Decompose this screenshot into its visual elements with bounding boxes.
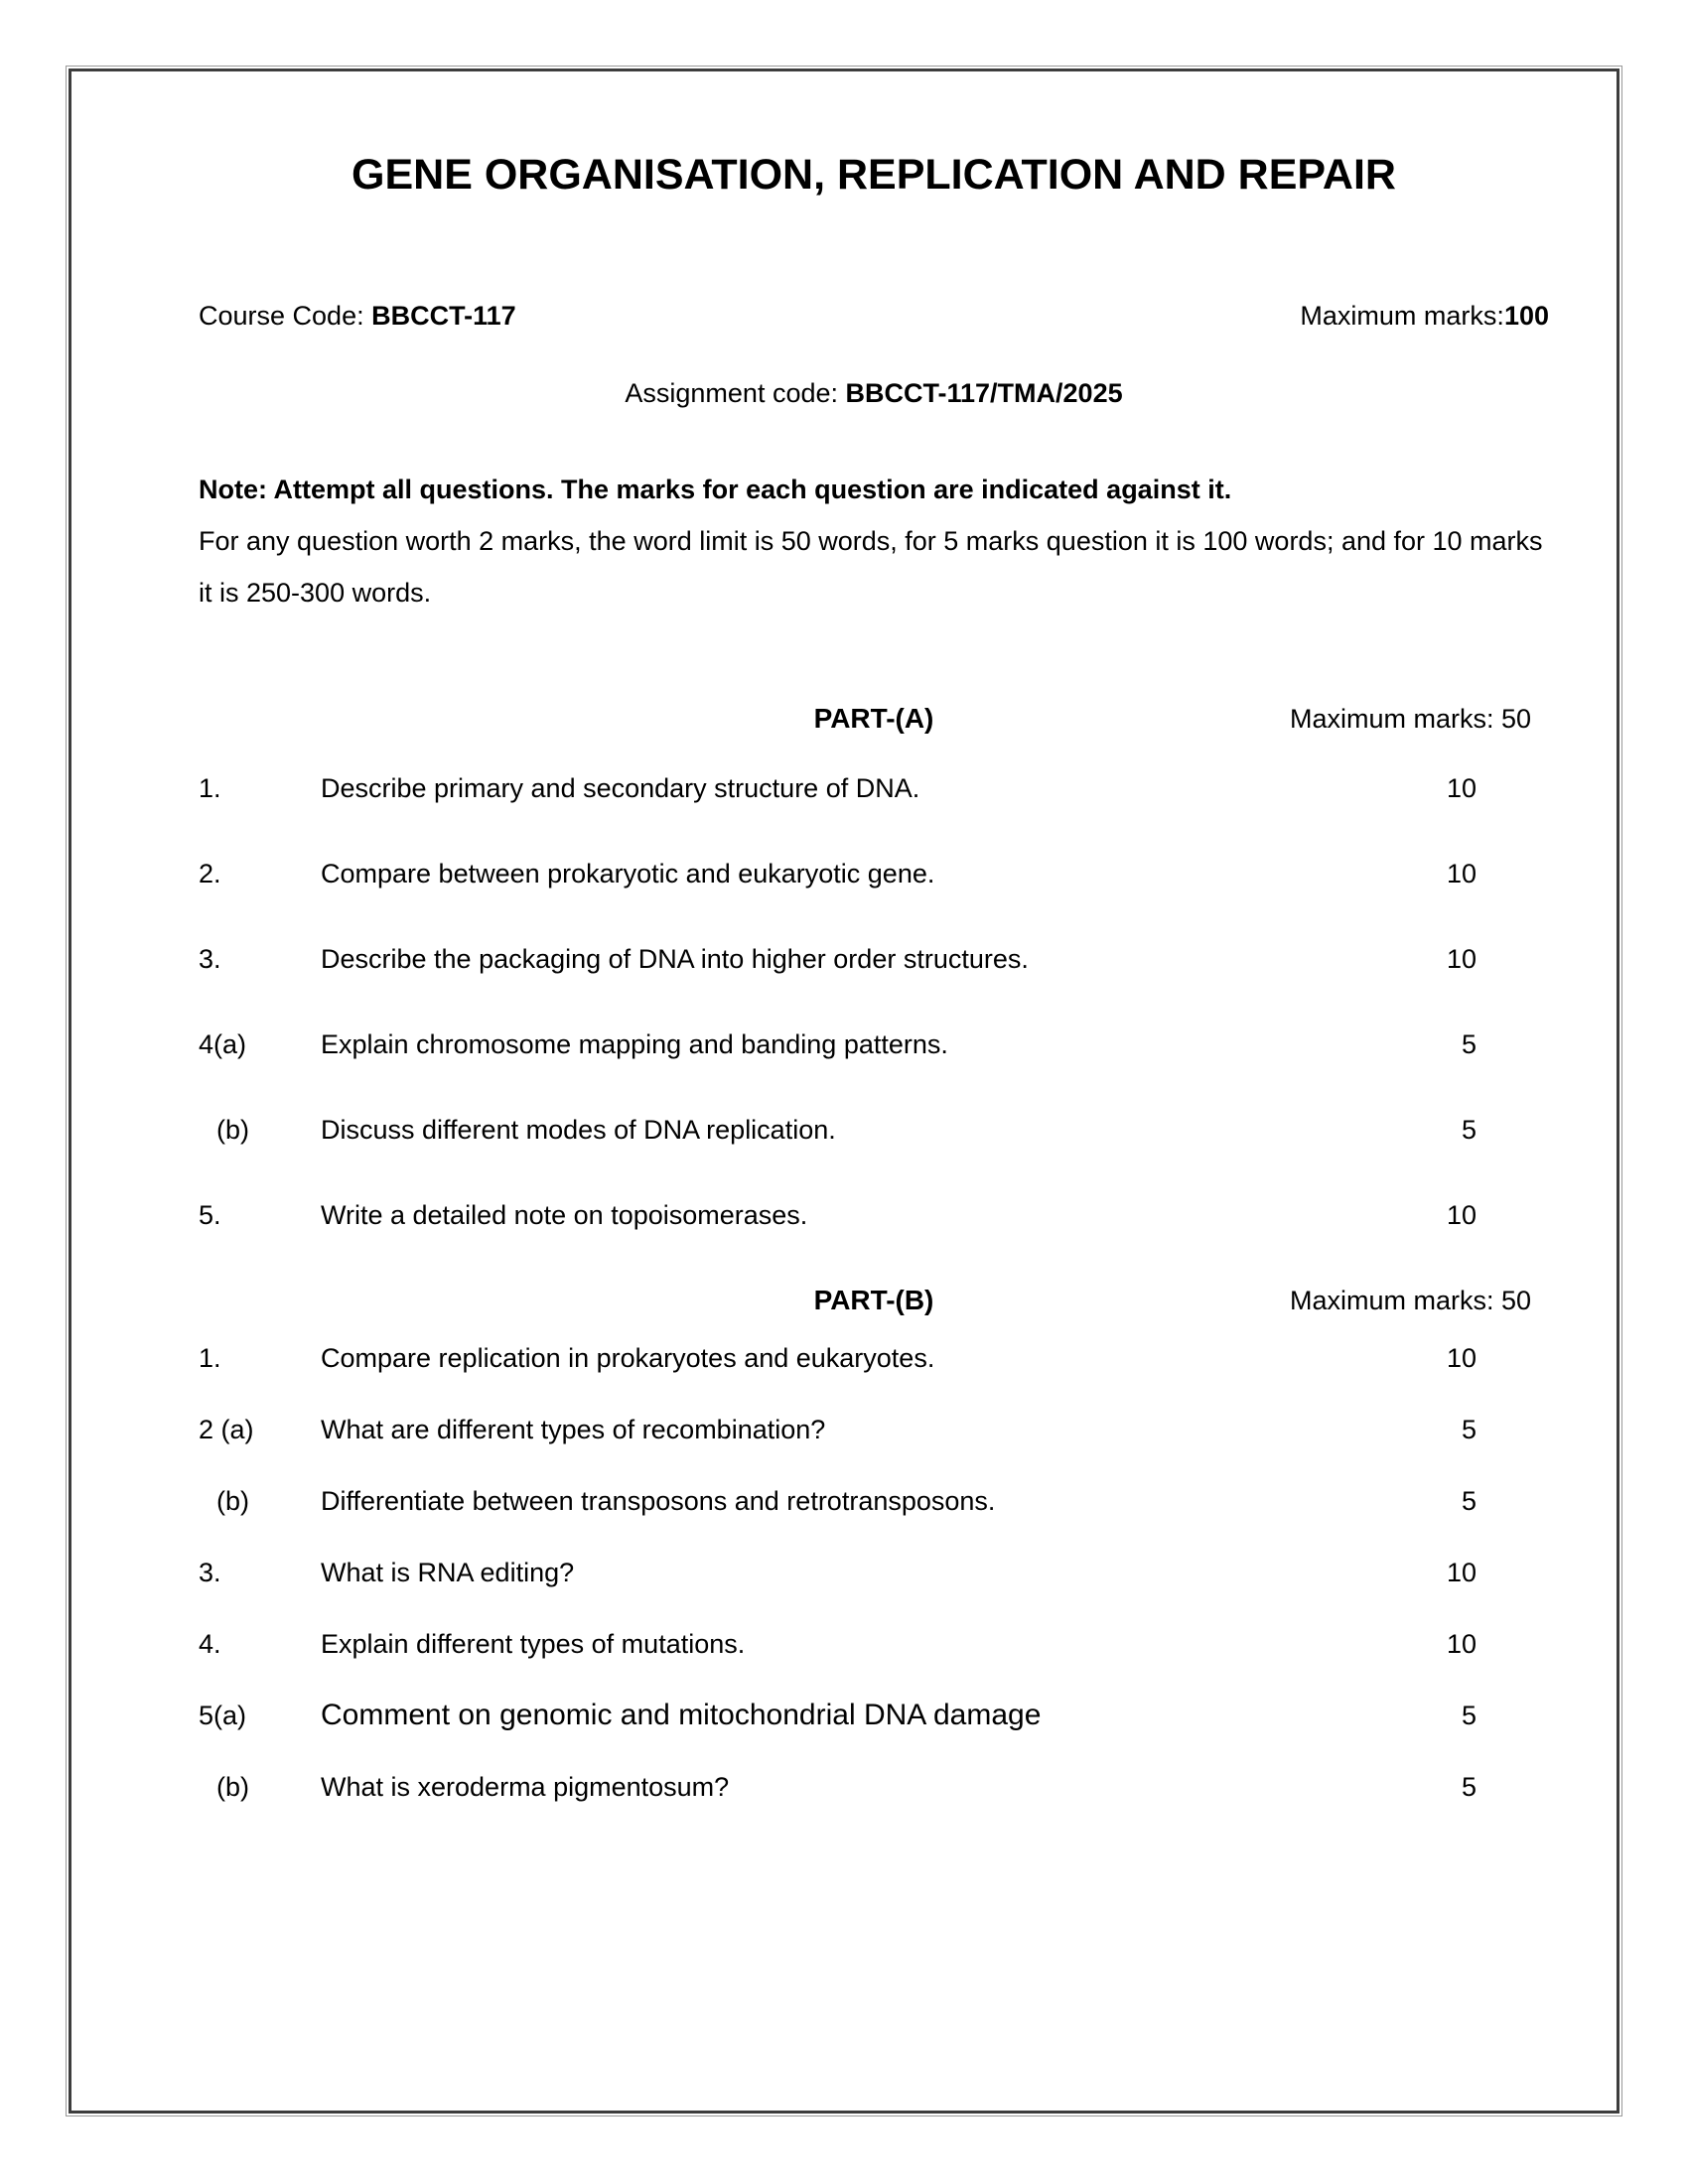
maximum-marks bbox=[1300, 300, 1549, 332]
page-border-outer bbox=[66, 66, 1622, 2116]
course-header-row bbox=[199, 300, 1549, 332]
question-row bbox=[199, 1557, 1549, 1588]
page-border-inner bbox=[69, 68, 1619, 2114]
question-row bbox=[199, 1700, 1549, 1731]
course-code bbox=[199, 300, 516, 332]
assignment-code-label: Assignment code: bbox=[625, 378, 846, 408]
question-text: Discuss different modes of DNA replication. bbox=[321, 1115, 836, 1145]
question-row bbox=[199, 943, 1549, 975]
maximum-marks-value: 100 bbox=[1503, 301, 1549, 331]
question-text: What are different types of recombination? bbox=[321, 1415, 826, 1444]
question-row bbox=[199, 1485, 1549, 1517]
question-number: 3. bbox=[199, 944, 221, 974]
question-row bbox=[199, 1771, 1549, 1803]
part-a-heading bbox=[199, 703, 1549, 735]
question-marks: 10 bbox=[1446, 1558, 1477, 1587]
question-text: Explain different types of mutations. bbox=[321, 1629, 746, 1659]
question-marks: 10 bbox=[1446, 773, 1477, 803]
question-number: 2 (a) bbox=[199, 1415, 254, 1444]
question-number: 4. bbox=[199, 1629, 221, 1659]
part-b-questions bbox=[199, 1342, 1549, 1803]
part-b-max-marks: Maximum marks: 50 bbox=[1289, 1286, 1531, 1315]
question-number: 3. bbox=[199, 1558, 221, 1587]
question-marks: 5 bbox=[1461, 1415, 1477, 1444]
question-marks: 10 bbox=[1446, 1200, 1477, 1230]
question-number: 4(a) bbox=[199, 1029, 247, 1059]
part-a-max-marks: Maximum marks: 50 bbox=[1289, 704, 1531, 734]
question-text: What is xeroderma pigmentosum? bbox=[321, 1772, 730, 1802]
assignment-code-row bbox=[199, 377, 1549, 409]
part-b-title: PART-(B) bbox=[813, 1285, 934, 1315]
assignment-code-value: BBCCT-117/TMA/2025 bbox=[845, 378, 1123, 408]
course-code-value: BBCCT-117 bbox=[371, 301, 516, 331]
question-text: What is RNA editing? bbox=[321, 1558, 575, 1587]
question-marks: 10 bbox=[1446, 1343, 1477, 1373]
question-text: Comment on genomic and mitochondrial DNA damage bbox=[321, 1699, 1042, 1731]
question-number: 5(a) bbox=[199, 1701, 247, 1730]
part-b-heading bbox=[199, 1285, 1549, 1316]
question-number: 2. bbox=[199, 859, 221, 888]
question-marks: 10 bbox=[1446, 859, 1477, 888]
question-text: Differentiate between transposons and retrotransposons. bbox=[321, 1486, 996, 1516]
question-row bbox=[199, 1114, 1549, 1146]
question-marks: 5 bbox=[1461, 1701, 1477, 1730]
question-number: (b) bbox=[216, 1772, 249, 1802]
note-body-text: For any question worth 2 marks, the word limit is 50 words, for 5 marks question it is 100 words; and for 10 marks it is 250-300 words. bbox=[199, 526, 1543, 608]
question-text: Write a detailed note on topoisomerases. bbox=[321, 1200, 808, 1230]
question-marks: 10 bbox=[1446, 1629, 1477, 1659]
question-number: 1. bbox=[199, 1343, 221, 1373]
question-number: (b) bbox=[216, 1115, 249, 1145]
question-marks: 5 bbox=[1461, 1486, 1477, 1516]
note-bold-line: Note: Attempt all questions. The marks for each question are indicated against it. bbox=[199, 475, 1232, 504]
question-row bbox=[199, 1028, 1549, 1060]
question-marks: 5 bbox=[1461, 1772, 1477, 1802]
question-text: Compare replication in prokaryotes and eukaryotes. bbox=[321, 1343, 935, 1373]
part-a-title: PART-(A) bbox=[813, 703, 934, 734]
question-row bbox=[199, 1628, 1549, 1660]
question-row bbox=[199, 1342, 1549, 1374]
question-marks: 5 bbox=[1461, 1115, 1477, 1145]
question-text: Describe the packaging of DNA into higher order structures. bbox=[321, 944, 1029, 974]
question-number: 1. bbox=[199, 773, 221, 803]
question-row bbox=[199, 858, 1549, 889]
question-row bbox=[199, 772, 1549, 804]
question-text: Explain chromosome mapping and banding patterns. bbox=[321, 1029, 948, 1059]
question-text: Describe primary and secondary structure of DNA. bbox=[321, 773, 920, 803]
document-title: GENE ORGANISATION, REPLICATION AND REPAIR bbox=[352, 151, 1396, 199]
maximum-marks-label: Maximum marks: bbox=[1300, 301, 1504, 331]
question-number: 5. bbox=[199, 1200, 221, 1230]
question-marks: 5 bbox=[1461, 1029, 1477, 1059]
note-block bbox=[199, 464, 1549, 618]
question-marks: 10 bbox=[1446, 944, 1477, 974]
question-row bbox=[199, 1199, 1549, 1231]
course-code-label: Course Code: bbox=[199, 301, 372, 331]
part-a-questions bbox=[199, 772, 1549, 1231]
question-number: (b) bbox=[216, 1486, 249, 1516]
question-row bbox=[199, 1414, 1549, 1445]
question-text: Compare between prokaryotic and eukaryotic gene. bbox=[321, 859, 935, 888]
